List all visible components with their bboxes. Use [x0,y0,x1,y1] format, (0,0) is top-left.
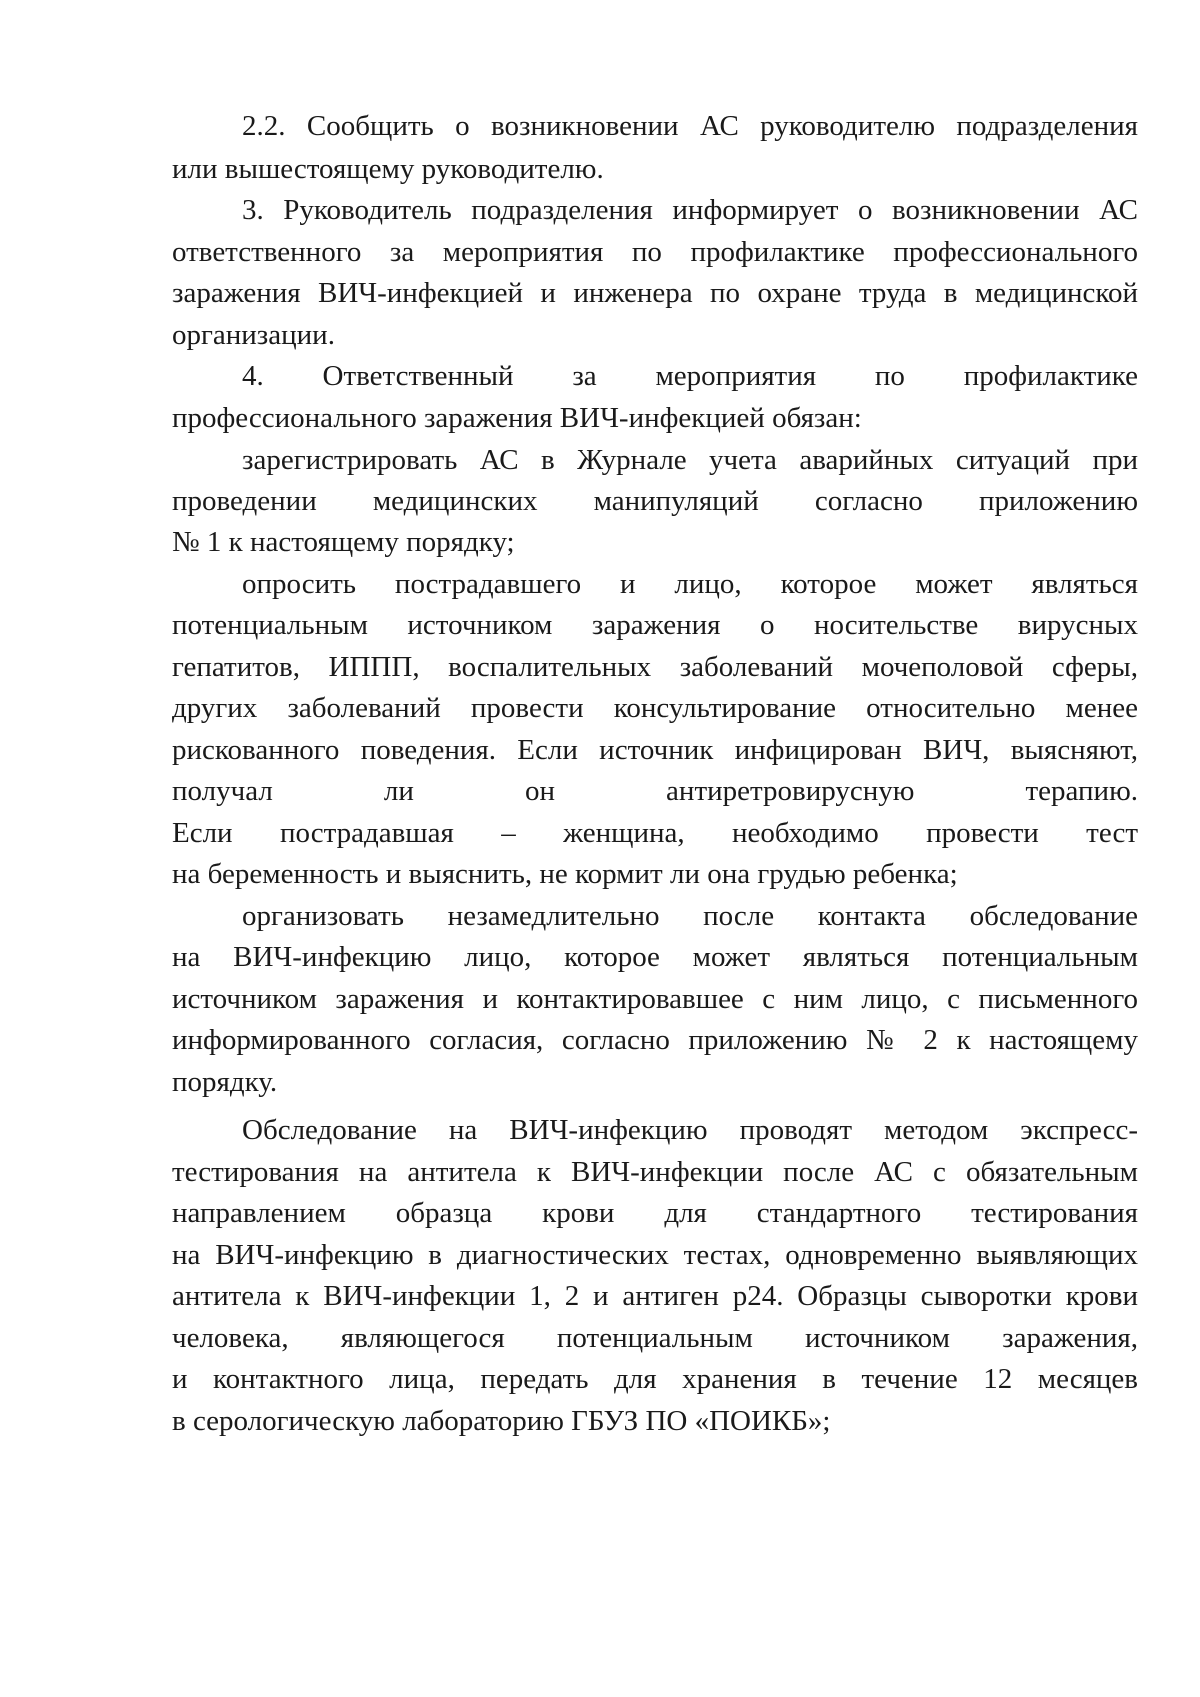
text-line: на беременность и выяснить, не кормит ли она грудью ребенка; [172,858,958,890]
text-line: 4. Ответственный за мероприятия по профилактике [242,360,1138,392]
text-line: № 1 к настоящему порядку; [172,526,515,558]
text-line: рискованного поведения. Если источник инфицирован ВИЧ, выясняют, [172,734,1138,766]
text-line: информированного согласия, согласно приложению № 2 к настоящему [172,1024,1138,1056]
text-line: на ВИЧ-инфекцию лицо, которое может являться потенциальным [172,941,1138,973]
text-line: направлением образца крови для стандартного тестирования [172,1197,1138,1229]
text-line: Обследование на ВИЧ-инфекцию проводят методом экспресс- [242,1114,1138,1146]
text-line: порядку. [172,1066,278,1098]
text-line: в серологическую лабораторию ГБУЗ ПО «ПОИКБ»; [172,1405,831,1437]
text-line: человека, являющегося потенциальным источником заражения, [172,1322,1138,1354]
text-line: организовать незамедлительно после контакта обследование [242,900,1138,932]
text-line: 2.2. Сообщить о возникновении АС руководителю подразделения [242,110,1138,142]
text-line: ответственного за мероприятия по профилактике профессионального [172,236,1138,268]
text-line: зарегистрировать АС в Журнале учета аварийных ситуаций при [242,444,1138,476]
text-line: Если пострадавшая – женщина, необходимо провести тест [172,817,1138,849]
text-line: профессионального заражения ВИЧ-инфекцией обязан: [172,402,862,434]
text-line: организации. [172,319,335,351]
text-line: тестирования на антитела к ВИЧ-инфекции после АС с обязательным [172,1156,1138,1188]
text-line: получал ли он антиретровирусную терапию. [172,775,1138,807]
text-line: потенциальным источником заражения о носительстве вирусных [172,609,1138,641]
text-line: на ВИЧ-инфекцию в диагностических тестах, одновременно выявляющих [172,1239,1138,1271]
text-line: гепатитов, ИППП, воспалительных заболеваний мочеполовой сферы, [172,651,1138,683]
text-line: 3. Руководитель подразделения информирует о возникновении АС [242,194,1138,226]
text-line: заражения ВИЧ-инфекцией и инженера по охране труда в медицинской [172,277,1138,309]
text-line: и контактного лица, передать для хранения в течение 12 месяцев [172,1363,1138,1395]
text-line: антитела к ВИЧ-инфекции 1, 2 и антиген р24. Образцы сыворотки крови [172,1280,1138,1312]
text-line: или вышестоящему руководителю. [172,153,604,185]
text-line: опросить пострадавшего и лицо, которое может являться [242,568,1138,600]
text-line: источником заражения и контактировавшее с ним лицо, с письменного [172,983,1138,1015]
text-line: других заболеваний провести консультирование относительно менее [172,692,1138,724]
text-line: проведении медицинских манипуляций согласно приложению [172,485,1138,517]
